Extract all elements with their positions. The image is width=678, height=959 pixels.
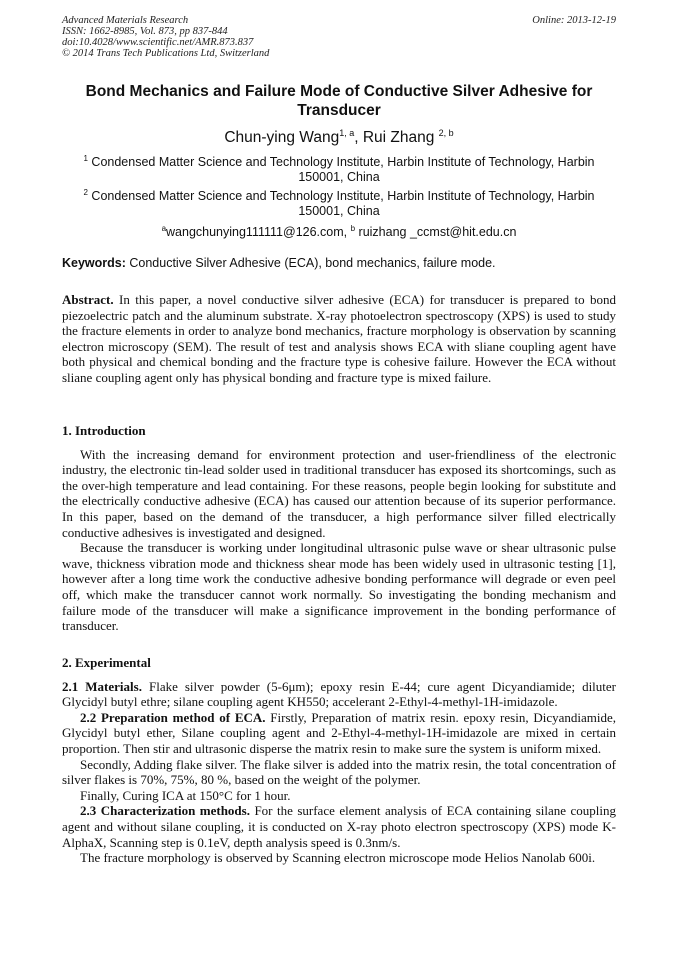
paragraph: 2.3 Characterization methods. For the surface element analysis of ECA containing silane coupling agent and without silane coupling, it is conducted on X-ray photo electron spectroscopy (XPS) mode K-AlphaX, Scanning step is 0.1eV, depth analysis speed is 0.3nm/s.	[62, 803, 616, 850]
affiliation-1: $^1$ Condensed Matter Science and Technology Institute, Harbin Institute of Technology, Harbin 150001, China	[83, 154, 595, 184]
email-link[interactable]: ruizhang _ccmst@hit.edu.cn	[358, 225, 517, 239]
affiliation-2: $^2$ Condensed Matter Science and Technology Institute, Harbin Institute of Technology, Harbin 150001, China	[83, 188, 595, 218]
section-heading: 2. Experimental	[62, 655, 151, 670]
paragraph: The fracture morphology is observed by Scanning electron microscope mode Helios Nanolab 600i.	[80, 850, 596, 866]
author-name: , Rui Zhang	[354, 129, 435, 146]
keywords	[62, 256, 616, 271]
abstract	[62, 292, 616, 386]
author-line: Chun-ying Wang$^{1, a}$, Rui Zhang $^{2, b}$	[224, 128, 454, 146]
introduction-section	[62, 423, 616, 634]
abstract-text: In this paper, a novel conductive silver adhesive (ECA) for transducer is prepared to bond piezoelectric patch and the aluminum substrate. X-ray photoelectron spectroscopy (XPS) is used to study the fracture elements in order to analyze bond mechanics, fracture morphology is observation by scanning electron microscopy (SEM). The result of test and analysis shows ECA with sliane coupling agent have both physical and chemical bonding and the fracture type is cohesive failure. However the ECA without sliane coupling agent only has physical bonding and fracture type is mixed failure.	[62, 292, 616, 385]
email-link[interactable]: wangchunying111111@126.com,	[166, 225, 351, 239]
paragraph: Secondly, Adding flake silver. The flake silver is added into the matrix resin, the total concentration of silver flakes is 70%, 75%, 80 %, based on the weight of the polymer.	[62, 756, 616, 788]
paragraph: 2.1 Materials. Flake silver powder (5-6μm); epoxy resin E-44; cure agent Dicyandiamide; diluter Glycidyl butyl ethre; silane coupling agent KH550; accelerant 2-Ethyl-4-methyl-1H-imidazole.	[62, 678, 617, 710]
section-heading: 1. Introduction	[62, 423, 146, 438]
online-date: Online: 2013-12-19	[532, 15, 616, 26]
paragraph: 2.2 Preparation method of ECA. Firstly, Preparation of matrix resin. epoxy resin, Dicyandiamide, Glycidyl butyl ether, Silane coupling agent and 2-Ethyl-4-methyl-1H-imidazole are mixed in certain proportion. Then stir and ultrasonic disperse the matrix resin to make sure the system is uniform mixed.	[62, 709, 616, 756]
paragraph: With the increasing demand for environment protection and user-friendliness of the electronic industry, the electronic tin-lead solder used in traditional transducer has exposed its shortcomings, such as the over-high temperature and lead containing. For these reasons, people begin looking for substitute and the electrically conductive adhesive (ECA) has caused our attention because of its superior performance. In this paper, based on the demand of the transducer, a high performance silver filled electrically conductive adhesives is investigated and designed.	[62, 446, 616, 540]
paragraph: Because the transducer is working under longitudinal ultrasonic pulse wave or shear ultrasonic pulse wave, thickness vibration mode and thickness shear mode has been widely used in ultrasonic testing [1], however after a long time work the conductive adhesive bonding performance will degrade or even peel off, which make the transducer cannot work normally. So investigating the bonding mechanism and failure mode of the transducer will make a significance improvement in the bonding performance of transducer.	[62, 540, 616, 634]
author-name: Chun-ying Wang	[224, 129, 340, 146]
journal-issn: ISSN: 1662-8985, Vol. 873, pp 837-844	[62, 26, 228, 37]
paragraph: Finally, Curing ICA at 150°C for 1 hour.	[80, 787, 291, 803]
journal-name: Advanced Materials Research	[62, 15, 189, 26]
keywords-text: Conductive Silver Adhesive (ECA), bond mechanics, failure mode.	[125, 256, 496, 270]
paper-title: Bond Mechanics and Failure Mode of Conductive Silver Adhesive for Transducer	[85, 83, 593, 119]
journal-copyright: © 2014 Trans Tech Publications Ltd, Switzerland	[62, 48, 270, 59]
keywords-label: Keywords:	[62, 256, 126, 270]
experimental-section	[62, 655, 616, 866]
journal-header	[62, 15, 269, 59]
author-emails: $^a$wangchunying111111@126.com, $^b$ ruizhang _ccmst@hit.edu.cn	[161, 224, 517, 239]
abstract-label: Abstract.	[62, 292, 114, 307]
journal-doi: doi:10.4028/www.scientific.net/AMR.873.837	[62, 37, 254, 48]
